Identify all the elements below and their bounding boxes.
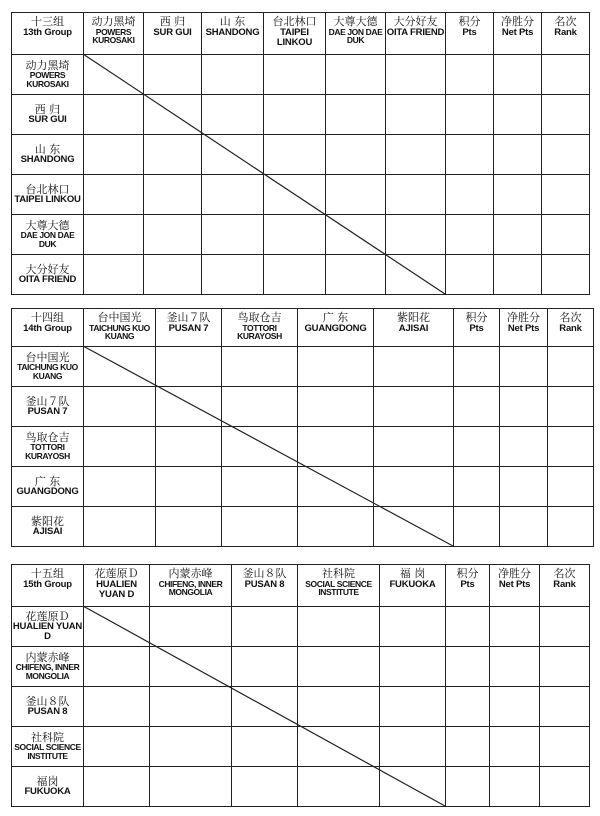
row-team-zh: 山 东	[34, 142, 61, 156]
match-result-cell[interactable]	[264, 95, 326, 135]
row-team-label	[12, 55, 84, 95]
match-result-cell[interactable]	[380, 647, 446, 687]
column-team-header	[374, 309, 454, 347]
row-team-zh: 釜山７队	[25, 394, 70, 408]
match-result-cell[interactable]	[380, 687, 446, 727]
match-result-cell[interactable]	[84, 767, 150, 807]
score-cell[interactable]	[494, 135, 542, 175]
column-team-zh: 花莲原Ｄ	[94, 567, 139, 580]
match-result-cell[interactable]	[326, 175, 386, 215]
column-team-zh: 福 岗	[399, 567, 426, 580]
match-result-cell[interactable]	[84, 467, 156, 507]
column-team-header	[84, 565, 150, 607]
match-result-cell[interactable]	[264, 255, 326, 295]
column-team-en: FUKUOKA	[389, 578, 436, 590]
match-result-cell[interactable]	[374, 467, 454, 507]
column-team-en: AJISAI	[398, 322, 429, 334]
column-team-header	[202, 13, 264, 55]
score-cell[interactable]	[542, 255, 590, 295]
row-team-en: PUSAN 8	[27, 706, 68, 718]
score-column-header	[542, 13, 590, 55]
column-team-en: SOCIAL SCIENCE INSTITUTE	[305, 578, 372, 598]
match-result-cell[interactable]	[386, 175, 446, 215]
match-result-cell[interactable]	[326, 95, 386, 135]
column-team-header	[386, 13, 446, 55]
match-result-cell[interactable]	[374, 507, 454, 547]
match-result-cell[interactable]	[326, 55, 386, 95]
match-result-cell[interactable]	[232, 647, 298, 687]
score-column-zh: 积分	[458, 15, 481, 28]
column-team-en: TAICHUNG KUO KUANG	[89, 322, 150, 342]
row-team-zh: 动力黑埼	[25, 58, 70, 72]
column-team-en: TAIPEI LINKOU	[276, 26, 313, 48]
group-title-en: 15th Group	[23, 578, 72, 590]
match-result-cell[interactable]	[326, 135, 386, 175]
match-result-cell[interactable]	[298, 607, 380, 647]
row-team-zh: 广 东	[34, 474, 61, 488]
score-column-zh: 名次	[559, 311, 582, 324]
group-title	[12, 309, 84, 347]
match-result-cell[interactable]	[232, 767, 298, 807]
score-cell[interactable]	[500, 427, 548, 467]
match-result-cell[interactable]	[202, 55, 264, 95]
column-team-en: PUSAN 7	[168, 322, 209, 334]
column-team-en: SUR GUI	[153, 26, 192, 38]
score-column-zh: 净胜分	[507, 311, 540, 324]
row-team-en: TAIPEI LINKOU	[14, 194, 81, 206]
match-result-cell[interactable]	[298, 727, 380, 767]
row-team-en: SUR GUI	[28, 114, 67, 126]
row-team-label	[12, 727, 84, 767]
column-team-zh: 西 归	[159, 15, 186, 28]
score-cell[interactable]	[548, 467, 594, 507]
column-team-header	[326, 13, 386, 55]
match-result-cell[interactable]	[156, 427, 222, 467]
column-team-header	[264, 13, 326, 55]
match-result-cell[interactable]	[150, 687, 232, 727]
score-cell[interactable]	[494, 55, 542, 95]
match-result-cell[interactable]	[232, 727, 298, 767]
score-column-zh: 名次	[553, 567, 576, 580]
team-row	[12, 387, 594, 427]
header-row	[12, 565, 590, 607]
column-team-header	[150, 565, 232, 607]
match-result-cell[interactable]	[150, 607, 232, 647]
match-result-cell[interactable]	[84, 175, 144, 215]
group-table-3	[11, 564, 590, 807]
row-team-en: TOTTORI KURAYOSH	[25, 442, 70, 462]
match-result-cell[interactable]	[84, 95, 144, 135]
match-result-cell[interactable]	[298, 507, 374, 547]
score-cell[interactable]	[446, 175, 494, 215]
team-row	[12, 467, 594, 507]
score-column-header	[500, 309, 548, 347]
match-result-cell[interactable]	[84, 607, 150, 647]
score-cell[interactable]	[542, 55, 590, 95]
column-team-zh: 台北林口	[272, 15, 317, 28]
score-cell[interactable]	[490, 727, 540, 767]
column-team-header	[84, 13, 144, 55]
team-row	[12, 215, 590, 255]
score-column-en: Pts	[460, 578, 475, 590]
match-result-cell[interactable]	[84, 427, 156, 467]
match-result-cell[interactable]	[84, 507, 156, 547]
column-team-en: DAE JON DAE DUK	[328, 26, 383, 46]
team-row	[12, 347, 594, 387]
column-team-zh: 社科院	[322, 567, 355, 580]
match-result-cell[interactable]	[326, 255, 386, 295]
match-result-cell[interactable]	[84, 215, 144, 255]
team-row	[12, 175, 590, 215]
score-column-zh: 净胜分	[498, 567, 531, 580]
row-team-label	[12, 607, 84, 647]
group-title	[12, 13, 84, 55]
match-result-cell[interactable]	[84, 687, 150, 727]
match-result-cell[interactable]	[156, 347, 222, 387]
score-column-en: Pts	[462, 26, 477, 38]
column-team-en: TOTTORI KURAYOSH	[237, 322, 282, 342]
column-team-en: PUSAN 8	[244, 578, 285, 590]
match-result-cell[interactable]	[374, 387, 454, 427]
score-column-zh: 净胜分	[501, 15, 534, 28]
match-result-cell[interactable]	[202, 95, 264, 135]
row-team-en: OITA FRIEND	[18, 274, 77, 286]
score-cell[interactable]	[454, 507, 500, 547]
score-cell[interactable]	[540, 727, 590, 767]
team-row	[12, 255, 590, 295]
column-team-zh: 台中国光	[97, 311, 142, 324]
match-result-cell[interactable]	[326, 215, 386, 255]
score-cell[interactable]	[542, 175, 590, 215]
match-result-cell[interactable]	[156, 507, 222, 547]
match-result-cell[interactable]	[298, 687, 380, 727]
score-cell[interactable]	[494, 215, 542, 255]
match-result-cell[interactable]	[380, 727, 446, 767]
match-result-cell[interactable]	[150, 767, 232, 807]
row-team-label	[12, 467, 84, 507]
score-cell[interactable]	[500, 347, 548, 387]
match-result-cell[interactable]	[84, 255, 144, 295]
match-result-cell[interactable]	[84, 135, 144, 175]
row-team-en: AJISAI	[32, 526, 63, 538]
row-team-zh: 台北林口	[25, 182, 70, 196]
row-team-zh: 社科院	[31, 730, 64, 744]
score-column-header	[490, 565, 540, 607]
score-column-en: Net Pts	[507, 322, 540, 334]
match-result-cell[interactable]	[222, 427, 298, 467]
header-row	[12, 13, 590, 55]
row-team-en: SOCIAL SCIENCE INSTITUTE	[14, 742, 81, 762]
score-column-en: Net Pts	[501, 26, 534, 38]
score-cell[interactable]	[548, 387, 594, 427]
row-team-en: CHIFENG, INNER MONGOLIA	[15, 662, 80, 682]
row-team-en: PUSAN 7	[27, 406, 68, 418]
match-result-cell[interactable]	[374, 347, 454, 387]
row-team-zh: 紫阳花	[31, 514, 64, 528]
column-team-header	[222, 309, 298, 347]
score-column-header	[454, 309, 500, 347]
column-team-en: OITA FRIEND	[386, 26, 445, 38]
score-column-en: Rank	[554, 26, 577, 38]
row-team-en: GUANGDONG	[16, 486, 79, 498]
score-cell[interactable]	[494, 95, 542, 135]
match-result-cell[interactable]	[386, 135, 446, 175]
score-cell[interactable]	[494, 175, 542, 215]
row-team-label	[12, 215, 84, 255]
row-team-zh: 内蒙赤峰	[25, 650, 70, 664]
score-cell[interactable]	[446, 215, 494, 255]
match-result-cell[interactable]	[264, 135, 326, 175]
row-team-zh: 大尊大德	[25, 218, 70, 232]
match-result-cell[interactable]	[156, 387, 222, 427]
match-result-cell[interactable]	[144, 255, 202, 295]
score-column-zh: 积分	[456, 567, 479, 580]
row-team-zh: 釜山８队	[25, 694, 70, 708]
score-cell[interactable]	[540, 767, 590, 807]
score-cell[interactable]	[454, 427, 500, 467]
match-result-cell[interactable]	[264, 175, 326, 215]
score-cell[interactable]	[542, 95, 590, 135]
score-cell[interactable]	[490, 687, 540, 727]
column-team-zh: 釜山７队	[166, 311, 211, 324]
column-team-header	[298, 565, 380, 607]
match-result-cell[interactable]	[232, 687, 298, 727]
column-team-en: CHIFENG, INNER MONGOLIA	[158, 578, 223, 598]
score-cell[interactable]	[548, 347, 594, 387]
match-result-cell[interactable]	[202, 135, 264, 175]
row-team-en: FUKUOKA	[24, 786, 71, 798]
column-team-en: SHANDONG	[205, 26, 260, 38]
score-column-header	[446, 565, 490, 607]
team-row	[12, 507, 594, 547]
match-result-cell[interactable]	[386, 255, 446, 295]
score-column-header	[446, 13, 494, 55]
group-table-1	[11, 12, 590, 295]
score-cell[interactable]	[494, 255, 542, 295]
team-row	[12, 95, 590, 135]
match-result-cell[interactable]	[380, 767, 446, 807]
score-cell[interactable]	[500, 387, 548, 427]
column-team-header	[380, 565, 446, 607]
match-result-cell[interactable]	[202, 215, 264, 255]
match-result-cell[interactable]	[232, 607, 298, 647]
row-team-zh: 福岗	[36, 774, 59, 788]
row-team-label	[12, 647, 84, 687]
row-team-label	[12, 767, 84, 807]
score-cell[interactable]	[446, 135, 494, 175]
match-result-cell[interactable]	[144, 175, 202, 215]
group-title-zh: 十四组	[31, 311, 64, 324]
match-result-cell[interactable]	[264, 55, 326, 95]
row-team-label	[12, 687, 84, 727]
column-team-zh: 大尊大德	[333, 15, 378, 28]
column-team-zh: 紫阳花	[397, 311, 430, 324]
score-column-en: Rank	[553, 578, 576, 590]
group-title-zh: 十五组	[31, 567, 64, 580]
match-result-cell[interactable]	[298, 467, 374, 507]
score-cell[interactable]	[548, 507, 594, 547]
score-cell[interactable]	[542, 215, 590, 255]
match-result-cell[interactable]	[144, 135, 202, 175]
team-row	[12, 427, 594, 467]
match-result-cell[interactable]	[150, 727, 232, 767]
column-team-header	[156, 309, 222, 347]
column-team-header	[144, 13, 202, 55]
row-team-zh: 大分好友	[25, 262, 70, 276]
row-team-label	[12, 135, 84, 175]
match-result-cell[interactable]	[374, 427, 454, 467]
team-row	[12, 135, 590, 175]
score-cell[interactable]	[540, 687, 590, 727]
score-column-en: Pts	[469, 322, 484, 334]
match-result-cell[interactable]	[222, 347, 298, 387]
score-cell[interactable]	[446, 687, 490, 727]
team-row	[12, 647, 590, 687]
match-result-cell[interactable]	[144, 215, 202, 255]
column-team-en: POWERS KUROSAKI	[92, 26, 135, 46]
score-cell[interactable]	[490, 647, 540, 687]
group-title	[12, 565, 84, 607]
score-column-zh: 积分	[465, 311, 488, 324]
row-team-label	[12, 427, 84, 467]
row-team-label	[12, 347, 84, 387]
team-row	[12, 687, 590, 727]
match-result-cell[interactable]	[150, 647, 232, 687]
row-team-zh: 花莲原Ｄ	[25, 609, 70, 623]
score-cell[interactable]	[490, 607, 540, 647]
match-result-cell[interactable]	[156, 467, 222, 507]
score-cell[interactable]	[446, 767, 490, 807]
row-team-en: HUALIEN YUAN D	[12, 621, 83, 643]
row-team-en: POWERS KUROSAKI	[26, 70, 69, 90]
row-team-zh: 西 归	[34, 102, 61, 116]
group-title-en: 14th Group	[23, 322, 72, 334]
match-result-cell[interactable]	[222, 467, 298, 507]
row-team-en: SHANDONG	[20, 154, 75, 166]
score-cell[interactable]	[548, 427, 594, 467]
column-team-header	[232, 565, 298, 607]
match-result-cell[interactable]	[298, 347, 374, 387]
column-team-zh: 动力黑埼	[91, 15, 136, 28]
match-result-cell[interactable]	[298, 427, 374, 467]
score-cell[interactable]	[540, 647, 590, 687]
match-result-cell[interactable]	[380, 607, 446, 647]
column-team-zh: 内蒙赤峰	[168, 567, 213, 580]
score-column-en: Rank	[559, 322, 582, 334]
row-team-label	[12, 507, 84, 547]
match-result-cell[interactable]	[386, 95, 446, 135]
score-cell[interactable]	[542, 135, 590, 175]
score-cell[interactable]	[446, 727, 490, 767]
match-result-cell[interactable]	[84, 727, 150, 767]
row-team-label	[12, 95, 84, 135]
row-team-en: TAICHUNG KUO KUANG	[17, 362, 78, 382]
match-result-cell[interactable]	[84, 55, 144, 95]
match-result-cell[interactable]	[298, 647, 380, 687]
score-cell[interactable]	[454, 467, 500, 507]
row-team-label	[12, 387, 84, 427]
match-result-cell[interactable]	[84, 387, 156, 427]
match-result-cell[interactable]	[386, 215, 446, 255]
match-result-cell[interactable]	[84, 647, 150, 687]
column-team-zh: 广 东	[322, 311, 349, 324]
row-team-en: DAE JON DAE DUK	[20, 230, 75, 250]
score-cell[interactable]	[500, 467, 548, 507]
team-row	[12, 55, 590, 95]
group-table-2	[11, 308, 594, 547]
column-team-zh: 釜山８队	[242, 567, 287, 580]
group-title-en: 13th Group	[23, 26, 72, 38]
score-cell[interactable]	[454, 347, 500, 387]
match-result-cell[interactable]	[222, 507, 298, 547]
team-row	[12, 767, 590, 807]
score-column-en: Net Pts	[498, 578, 531, 590]
score-cell[interactable]	[446, 647, 490, 687]
column-team-zh: 山 东	[219, 15, 246, 28]
row-team-zh: 鸟取仓吉	[25, 430, 70, 444]
score-column-zh: 名次	[554, 15, 577, 28]
score-cell[interactable]	[446, 255, 494, 295]
column-team-en: GUANGDONG	[304, 322, 367, 334]
match-result-cell[interactable]	[264, 215, 326, 255]
score-cell[interactable]	[490, 767, 540, 807]
row-team-label	[12, 255, 84, 295]
score-cell[interactable]	[446, 55, 494, 95]
column-team-zh: 鸟取仓吉	[237, 311, 282, 324]
score-cell[interactable]	[454, 387, 500, 427]
score-cell[interactable]	[500, 507, 548, 547]
row-team-label	[12, 175, 84, 215]
score-column-header	[494, 13, 542, 55]
team-row	[12, 727, 590, 767]
match-result-cell[interactable]	[84, 347, 156, 387]
header-row	[12, 309, 594, 347]
score-cell[interactable]	[446, 95, 494, 135]
column-team-en: HUALIEN YUAN D	[96, 578, 137, 600]
match-result-cell[interactable]	[298, 767, 380, 807]
match-result-cell[interactable]	[144, 95, 202, 135]
column-team-zh: 大分好友	[393, 15, 438, 28]
match-result-cell[interactable]	[144, 55, 202, 95]
match-result-cell[interactable]	[202, 175, 264, 215]
column-team-header	[84, 309, 156, 347]
score-cell[interactable]	[446, 607, 490, 647]
match-result-cell[interactable]	[222, 387, 298, 427]
group-title-zh: 十三组	[31, 15, 64, 28]
score-column-header	[540, 565, 590, 607]
match-result-cell[interactable]	[202, 255, 264, 295]
match-result-cell[interactable]	[298, 387, 374, 427]
match-result-cell[interactable]	[386, 55, 446, 95]
score-cell[interactable]	[540, 607, 590, 647]
score-column-header	[548, 309, 594, 347]
column-team-header	[298, 309, 374, 347]
team-row	[12, 607, 590, 647]
row-team-zh: 台中国光	[25, 350, 70, 364]
